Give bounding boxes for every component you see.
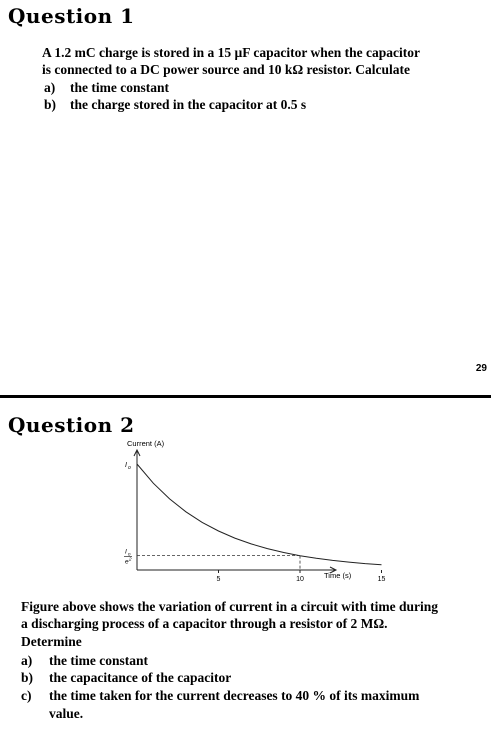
question-1-title: Question 1 bbox=[8, 4, 135, 28]
question-1-item-b bbox=[44, 96, 464, 113]
item-text: the charge stored in the capacitor at 0.5 s bbox=[70, 97, 307, 112]
x-axis-label: Time (s) bbox=[324, 571, 352, 580]
y-tick-label-fraction-denominator-sup: 2 bbox=[129, 556, 132, 562]
x-tick-label: 15 bbox=[377, 576, 386, 583]
question-2-item-c-continued: value. bbox=[49, 706, 84, 721]
question-2-item-b bbox=[21, 669, 481, 686]
item-text: the time constant bbox=[49, 653, 148, 668]
item-text: the time constant bbox=[70, 80, 169, 95]
question-2-title: Question 2 bbox=[8, 413, 135, 437]
y-tick-label-fraction-numerator: I bbox=[125, 548, 127, 556]
item-text: the time taken for the current decreases to 40 % of its maximum bbox=[49, 688, 420, 703]
question-2-text-line-1: Figure above shows the variation of current in a circuit with time during bbox=[21, 599, 438, 614]
x-ticks bbox=[217, 570, 386, 583]
y-ticks bbox=[124, 462, 132, 566]
question-2-item-a bbox=[21, 652, 481, 669]
discharge-curve bbox=[137, 464, 382, 565]
question-1-text-line-1: A 1.2 mC charge is stored in a 15 µF capacitor when the capacitor bbox=[42, 45, 420, 60]
y-tick-label-i0: I bbox=[125, 462, 127, 469]
y-tick-label-i0-sub: o bbox=[128, 465, 131, 471]
dashed-markers bbox=[137, 556, 300, 570]
page-number: 29 bbox=[475, 363, 487, 374]
item-label: a) bbox=[21, 653, 33, 668]
question-1-item-a bbox=[44, 79, 464, 96]
y-tick-label-fraction-numerator-sub: o bbox=[128, 551, 131, 557]
x-tick-label: 5 bbox=[216, 576, 221, 583]
item-label: c) bbox=[21, 688, 32, 703]
question-1-text-line-2: is connected to a DC power source and 10 kΩ resistor. Calculate bbox=[42, 62, 411, 77]
y-axis-label: Current (A) bbox=[127, 439, 165, 448]
item-text: the capacitance of the capacitor bbox=[49, 670, 232, 685]
x-tick-label: 10 bbox=[296, 576, 304, 583]
page-divider bbox=[0, 395, 491, 398]
current-time-chart bbox=[100, 436, 400, 586]
question-2-item-c bbox=[21, 687, 486, 704]
question-2-text-line-3: Determine bbox=[21, 634, 82, 649]
item-label: a) bbox=[44, 80, 56, 95]
axes bbox=[134, 450, 336, 573]
question-2-text-line-2: a discharging process of a capacitor through a resistor of 2 MΩ. bbox=[21, 616, 388, 631]
item-label: b) bbox=[21, 670, 34, 685]
item-label: b) bbox=[44, 97, 57, 112]
y-tick-label-fraction-denominator: e bbox=[125, 558, 129, 566]
